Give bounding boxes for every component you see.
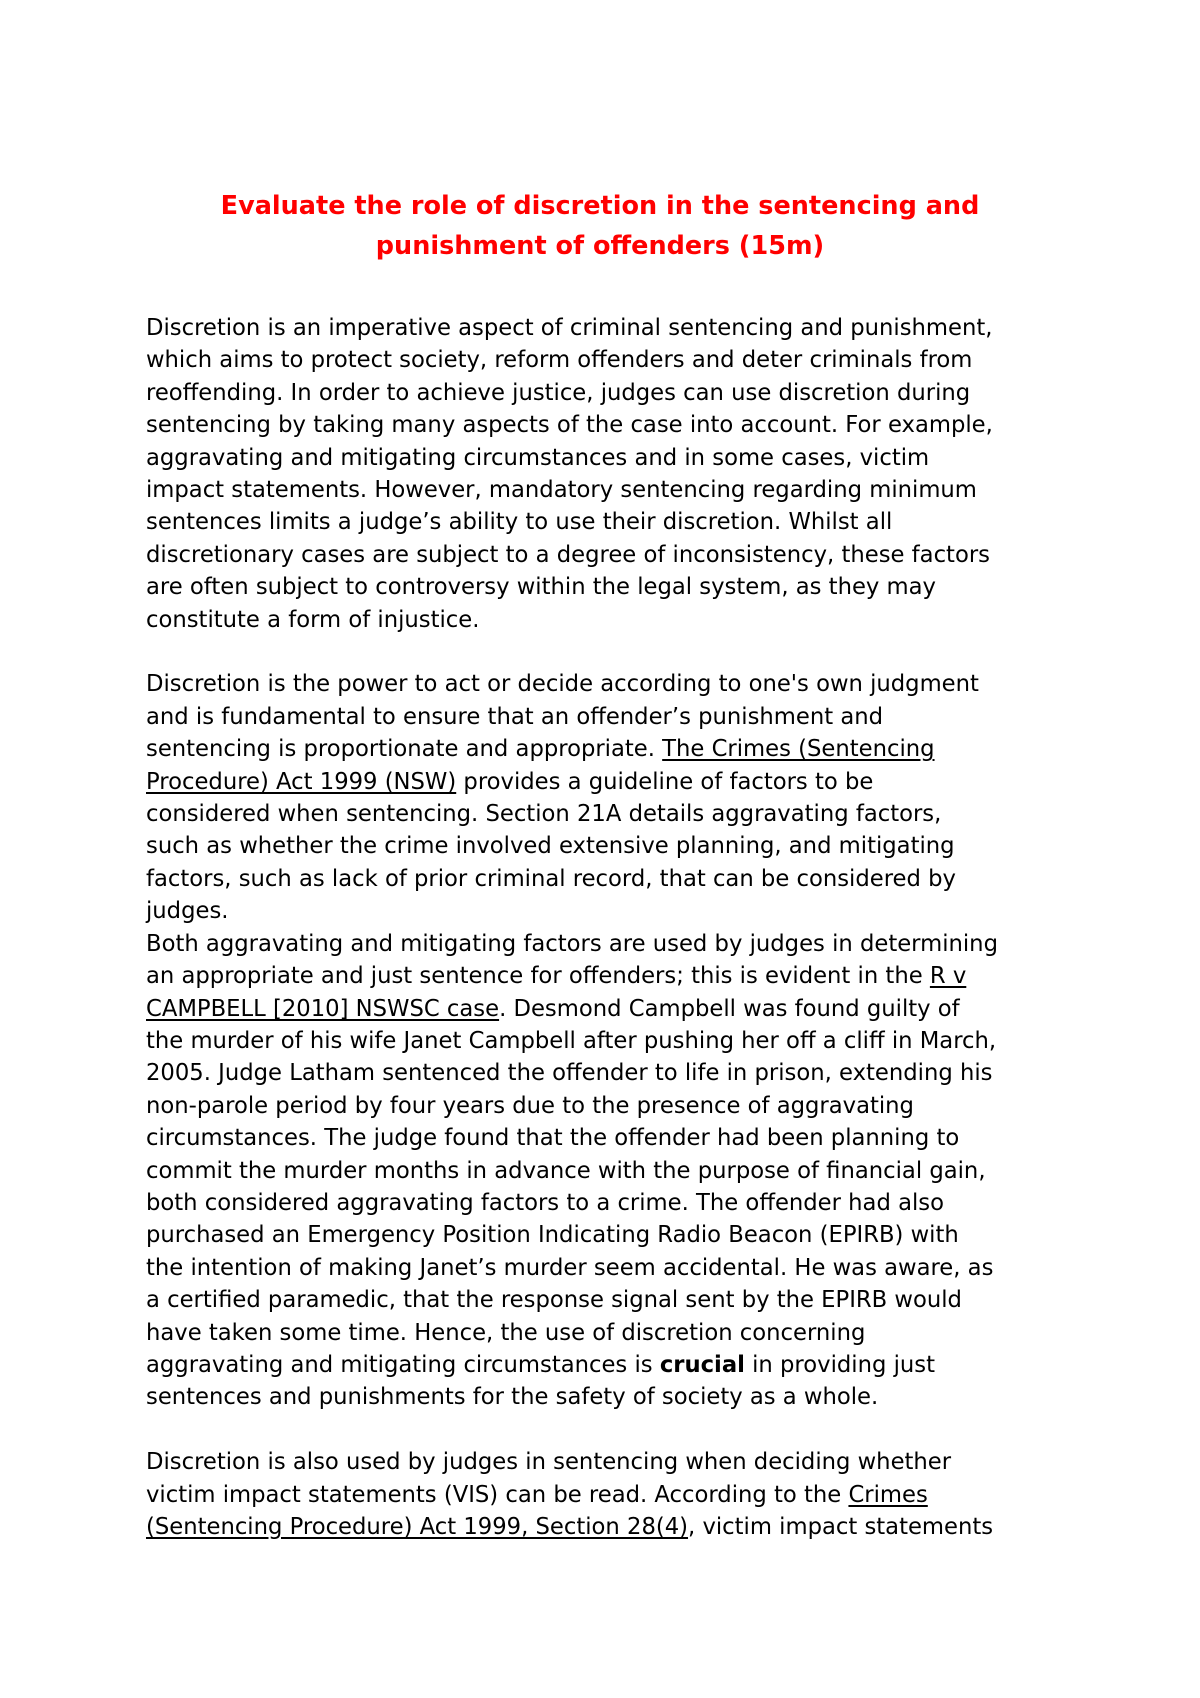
text-line [146,766,1086,798]
text-line: a certified paramedic, that the response signal sent by the EPIRB would [146,1287,962,1314]
title-line-2: punishment of offenders (15m) [375,231,825,261]
text-line: which aims to protect society, reform offenders and deter criminals from [146,347,973,374]
document-body [146,312,1086,1543]
text-line: judges. [146,898,229,925]
text-line: aggravating and mitigating circumstances and in some cases, victim [146,444,930,471]
text-run: , victim impact statements [688,1514,994,1540]
campbell-case-link[interactable]: CAMPBELL [2010] NSWSC case [146,995,500,1022]
text-line: sentences limits a judge’s ability to use their discretion. Whilst all [146,509,893,536]
campbell-case-link[interactable]: R v [929,963,967,990]
text-line [146,993,1086,1025]
text-line: sentences and punishments for the safety of society as a whole. [146,1384,879,1411]
crimes-act-link[interactable]: The Crimes (Sentencing [662,736,935,763]
text-line: are often subject to controversy within the legal system, as they may [146,574,936,601]
crimes-act-section-link[interactable]: (Sentencing Procedure) Act 1999, Section 28(4) [146,1514,689,1540]
text-line: Discretion is also used by judges in sentencing when deciding whether [146,1449,952,1476]
text-line: Both aggravating and mitigating factors are used by judges in determining [146,930,998,957]
text-line: and is fundamental to ensure that an offender’s punishment and [146,703,884,730]
text-line: discretionary cases are subject to a degree of inconsistency, these factors [146,541,990,568]
text-run: aggravating and mitigating circumstances is [146,1351,660,1378]
text-line: Discretion is an imperative aspect of criminal sentencing and punishment, [146,315,993,341]
text-line: have taken some time. Hence, the use of discretion concerning [146,1319,866,1346]
text-line [146,1511,1086,1543]
text-line [146,733,1086,765]
text-run: victim impact statements (VIS) can be read. According to the [146,1481,849,1508]
text-line [146,1349,1086,1381]
paragraph-intro [146,312,1086,636]
text-line: sentencing by taking many aspects of the case into account. For example, [146,412,993,439]
crimes-act-link[interactable]: Procedure) Act 1999 (NSW) [146,768,457,795]
text-line: the murder of his wife Janet Campbell after pushing her off a cliff in March, [146,1027,997,1054]
paragraph-victim-impact [146,1446,1086,1543]
text-line: reoffending. In order to achieve justice, judges can use discretion during [146,379,971,406]
text-line: impact statements. However, mandatory sentencing regarding minimum [146,477,977,504]
text-line: commit the murder months in advance with the purpose of financial gain, [146,1157,986,1184]
text-line: purchased an Emergency Position Indicating Radio Beacon (EPIRB) with [146,1222,959,1249]
text-line [146,960,1086,992]
text-line: considered when sentencing. Section 21A details aggravating factors, [146,801,942,828]
text-line: factors, such as lack of prior criminal record, that can be considered by [146,865,956,892]
text-line: 2005. Judge Latham sentenced the offender to life in prison, extending his [146,1060,993,1087]
text-line: Discretion is the power to act or decide according to one's own judgment [146,671,979,698]
text-line [146,1479,1086,1511]
bold-emphasis: crucial [659,1351,745,1378]
text-line: circumstances. The judge found that the offender had been planning to [146,1125,960,1152]
text-line: non-parole period by four years due to the presence of aggravating [146,1092,914,1119]
title-line-1: Evaluate the role of discretion in the sentencing and [220,191,980,221]
text-line: such as whether the crime involved extensive planning, and mitigating [146,833,955,860]
paragraph-gap [146,636,1086,668]
paragraph-definition [146,668,1086,927]
text-run: provides a guideline of factors to be [456,768,874,795]
text-line: constitute a form of injustice. [146,606,480,633]
text-line: the intention of making Janet’s murder seem accidental. He was aware, as [146,1254,994,1281]
document-title [120,186,1080,266]
text-run: sentencing is proportionate and appropriate. [146,736,663,763]
text-line: both considered aggravating factors to a crime. The offender had also [146,1189,944,1216]
text-run: an appropriate and just sentence for offenders; this is evident in the [146,963,930,990]
text-run: in providing just [744,1351,935,1378]
text-run: . Desmond Campbell was found guilty of [499,995,960,1022]
paragraph-gap [146,1414,1086,1446]
paragraph-campbell-case [146,928,1086,1414]
crimes-act-section-link[interactable]: Crimes [848,1481,928,1508]
